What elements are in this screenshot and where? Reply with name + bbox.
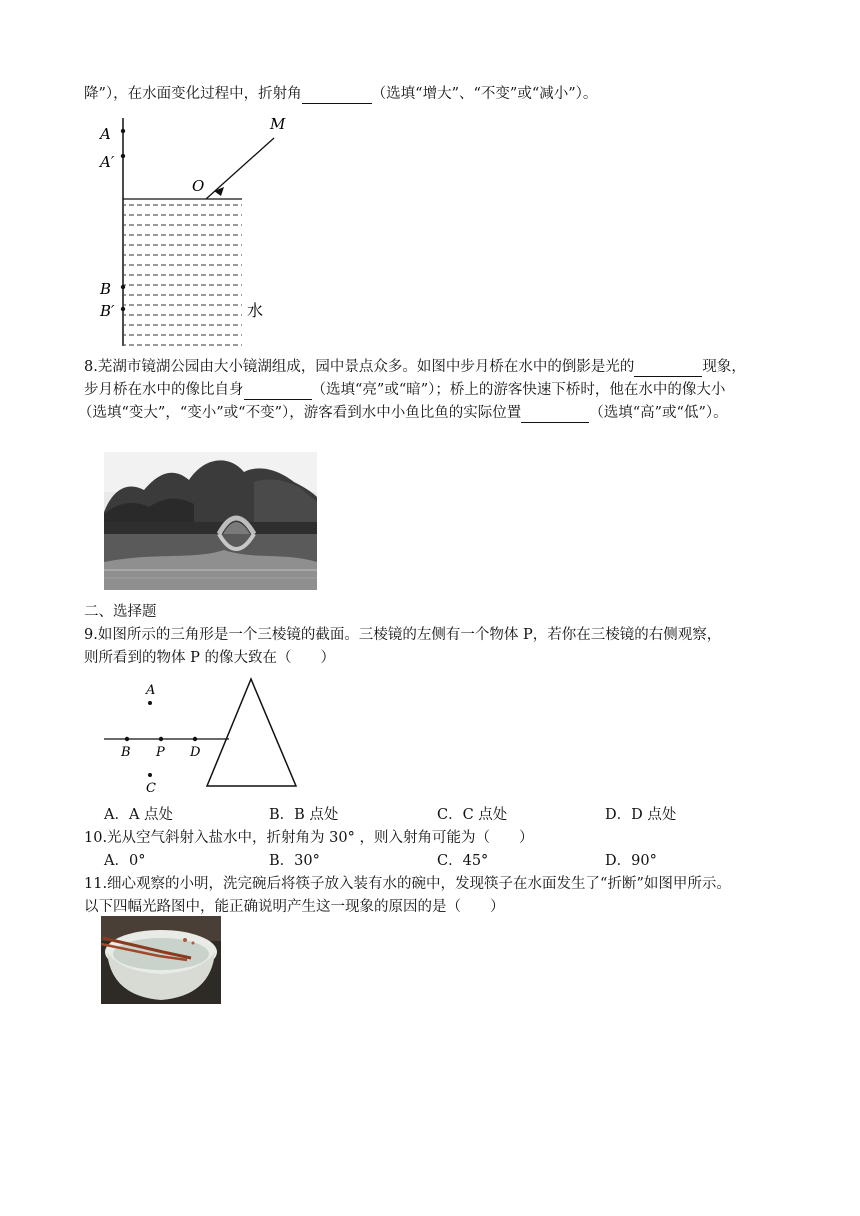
q8-line-2: [84, 380, 725, 400]
answer-blank: [302, 88, 372, 104]
q9-option-c[interactable]: C．C 点处: [437, 807, 508, 823]
point-A-prime: [121, 154, 125, 158]
label-D: D: [190, 745, 201, 760]
point-A: [148, 701, 152, 705]
q7-text-part2: （选填“增大”、“不变”或“减小”）。: [371, 86, 598, 102]
q9-option-a[interactable]: A．A 点处: [104, 807, 174, 823]
q8-line-1: [84, 357, 746, 377]
water-region: [124, 199, 242, 346]
point-D: [193, 737, 197, 741]
point-A: [121, 129, 125, 133]
q9-option-d[interactable]: D．D 点处: [605, 807, 677, 823]
q8-text-3b: （选填“高”或“低”）。: [589, 405, 728, 421]
q8-text-1b: 现象，: [702, 359, 746, 375]
q9-option-b[interactable]: B．B 点处: [269, 807, 339, 823]
q7-text-line: [84, 84, 597, 104]
label-O: O: [192, 177, 205, 195]
label-water: 水: [247, 301, 264, 320]
q10-option-d[interactable]: D．90°: [605, 853, 657, 869]
label-A: A: [146, 683, 156, 698]
label-A-prime: A′: [100, 153, 115, 171]
ray-arrowhead: [214, 187, 224, 196]
answer-blank: [521, 407, 589, 423]
q9-line-2: 则所看到的物体 P 的像大致在（ ）: [84, 650, 335, 666]
point-B: [121, 285, 125, 289]
point-B: [125, 737, 129, 741]
q8-text-1a: 8.芜湖市镜湖公园由大小镜湖组成，园中景点众多。如图中步月桥在水中的倒影是光的: [84, 359, 635, 375]
prism-triangle: [207, 679, 296, 786]
label-B-prime: B′: [100, 302, 115, 320]
q8-text-2a: 步月桥在水中的像比自身: [84, 382, 244, 398]
label-C: C: [146, 781, 156, 796]
bridge-reflection-photo: [104, 452, 317, 590]
label-B: B: [121, 745, 131, 760]
section-heading: 二、选择题: [84, 604, 157, 620]
point-P: [159, 737, 163, 741]
point-B-prime: [121, 307, 125, 311]
q8-text-2b: （选填“亮”或“暗”）；桥上的游客快速下桥时，他在水中的像大小: [311, 382, 726, 398]
answer-blank: [244, 384, 312, 400]
q10-option-c[interactable]: C．45°: [437, 853, 489, 869]
answer-blank: [634, 361, 702, 377]
q8-line-3: [78, 403, 728, 423]
q7-text-part1: 降”），在水面变化过程中，折射角: [84, 86, 302, 102]
incident-ray: [206, 138, 274, 199]
q9-prism-figure: [100, 676, 305, 796]
label-A: A: [100, 125, 111, 143]
q11-line-1: 11.细心观察的小明，洗完碗后将筷子放入装有水的碗中，发现筷子在水面发生了“折断”如图甲所示。: [84, 876, 731, 892]
q10-option-b[interactable]: B．30°: [269, 853, 320, 869]
label-P: P: [156, 745, 165, 760]
q11-line-2: 以下四幅光路图中，能正确说明产生这一现象的原因的是（ ）: [84, 899, 505, 915]
q9-line-1: 9.如图所示的三角形是一个三棱镜的截面。三棱镜的左侧有一个物体 P，若你在三棱镜的右侧观察，: [84, 627, 722, 643]
q10-stem: 10.光从空气斜射入盐水中，折射角为 30° ，则入射角可能为（ ）: [84, 830, 534, 846]
label-B: B: [100, 280, 112, 298]
label-M: M: [270, 115, 286, 133]
point-C: [148, 773, 152, 777]
q8-text-3a: （选填“变大”，“变小”或“不变”），游客看到水中小鱼比鱼的实际位置: [78, 405, 522, 421]
q10-option-a[interactable]: A．0°: [104, 853, 146, 869]
q7-refraction-figure: [96, 110, 286, 346]
chopsticks-bowl-photo: [101, 916, 221, 1004]
